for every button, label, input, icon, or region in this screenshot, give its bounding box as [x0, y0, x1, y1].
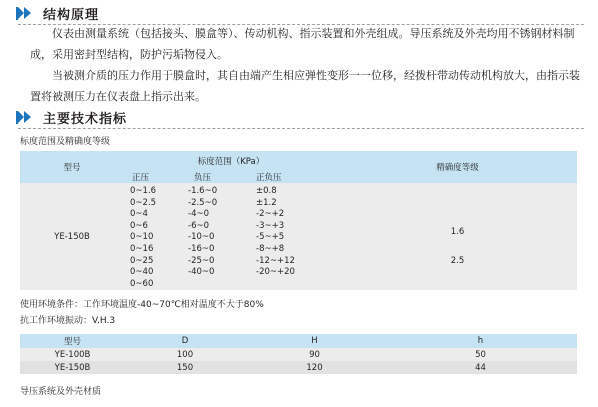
dimension-header-row	[20, 334, 577, 348]
header-accuracy: 精确度等级	[338, 151, 577, 183]
positive-value: 0~16	[130, 243, 154, 254]
header-posneg: 正负压	[242, 170, 338, 183]
table-row	[20, 348, 577, 361]
dimension-table	[20, 334, 577, 374]
posneg-value: -20~+20	[256, 267, 295, 278]
footer-caption: 导压系统及外壳材质	[20, 387, 102, 397]
positive-value: 0~1.6	[130, 186, 157, 196]
table-row	[20, 361, 577, 374]
positive-value: 0~2.5	[130, 197, 157, 208]
positive-value: 0~10	[130, 232, 154, 243]
header-model: 型号	[20, 151, 124, 183]
posneg-value: -12~+12	[256, 255, 295, 266]
header-range: 标度范围（KPa）	[124, 151, 338, 170]
divider	[18, 128, 584, 129]
negative-value: -25~0	[188, 255, 215, 266]
section-header-specs	[18, 107, 127, 127]
header-positive: 正压	[124, 170, 180, 183]
accuracy-column	[338, 183, 577, 290]
env-note: 使用环境条件：工作环境温度-40~70℃相对温度不大于80%	[20, 300, 264, 310]
negative-column	[180, 183, 242, 290]
negative-value: -40~0	[188, 267, 215, 278]
positive-column	[124, 183, 180, 290]
posneg-column	[242, 183, 338, 290]
vibration-note: 抗工作环境振动：V.H.3	[20, 316, 116, 326]
posneg-value: -2~+2	[256, 209, 285, 220]
positive-value: 0~4	[130, 209, 148, 220]
dim-header: 型号	[20, 334, 125, 348]
section-header-structure	[18, 3, 99, 23]
spec-table	[20, 151, 577, 290]
dim-cell: 90	[245, 348, 384, 361]
posneg-value: -8~+8	[256, 243, 285, 254]
negative-value: -4~0	[188, 209, 210, 220]
dim-header: H	[245, 334, 384, 348]
section-title: 主要技术指标	[43, 111, 128, 127]
negative-value: -10~0	[188, 232, 215, 243]
negative-value: -16~0	[188, 243, 215, 254]
negative-value: -6~0	[188, 220, 210, 231]
dim-cell: 100	[125, 348, 245, 361]
negative-value: -1.6~0	[188, 186, 218, 196]
positive-value: 0~60	[130, 278, 154, 289]
accuracy-value: 2.5	[450, 256, 465, 266]
double-arrow-icon	[18, 7, 31, 20]
dim-header: D	[125, 334, 245, 348]
dim-cell: 150	[125, 361, 245, 374]
model-cell: YE-150B	[20, 183, 124, 290]
posneg-value: -5~+5	[256, 232, 285, 243]
dim-cell: YE-100B	[20, 348, 125, 361]
posneg-value: ±0.8	[256, 186, 277, 196]
dim-cell: 50	[384, 348, 577, 361]
positive-value: 0~40	[130, 267, 154, 278]
dim-cell: 44	[384, 361, 577, 374]
posneg-value: ±1.2	[256, 197, 277, 208]
posneg-value: -3~+3	[256, 220, 285, 231]
dim-cell: 120	[245, 361, 384, 374]
negative-value: -2.5~0	[188, 197, 218, 208]
header-negative: 负压	[180, 170, 242, 183]
table-caption: 标度范围及精确度等级	[20, 137, 111, 147]
accuracy-value: 1.6	[450, 227, 465, 237]
dim-header: h	[384, 334, 577, 348]
double-arrow-icon	[18, 111, 31, 124]
paragraph-1: 仪表由测量系统（包括接头、膜盒等）、传动机构、指示装置和外壳组成。导压系统及外壳均用不锈钢材料制成，采用密封型结构，防护污垢物侵入。	[30, 27, 575, 61]
positive-value: 0~6	[130, 220, 148, 231]
description-paragraph	[30, 23, 583, 107]
dim-cell: YE-150B	[20, 361, 125, 374]
paragraph-2: 当被测介质的压力作用于膜盒时，其自由端产生相应弹性变形一一位移，经拨杆带动传动机构放大，由指示装置将被测压力在仪表盘上指示出来。	[30, 69, 580, 103]
section-title: 结构原理	[43, 7, 100, 23]
positive-value: 0~25	[130, 255, 154, 266]
